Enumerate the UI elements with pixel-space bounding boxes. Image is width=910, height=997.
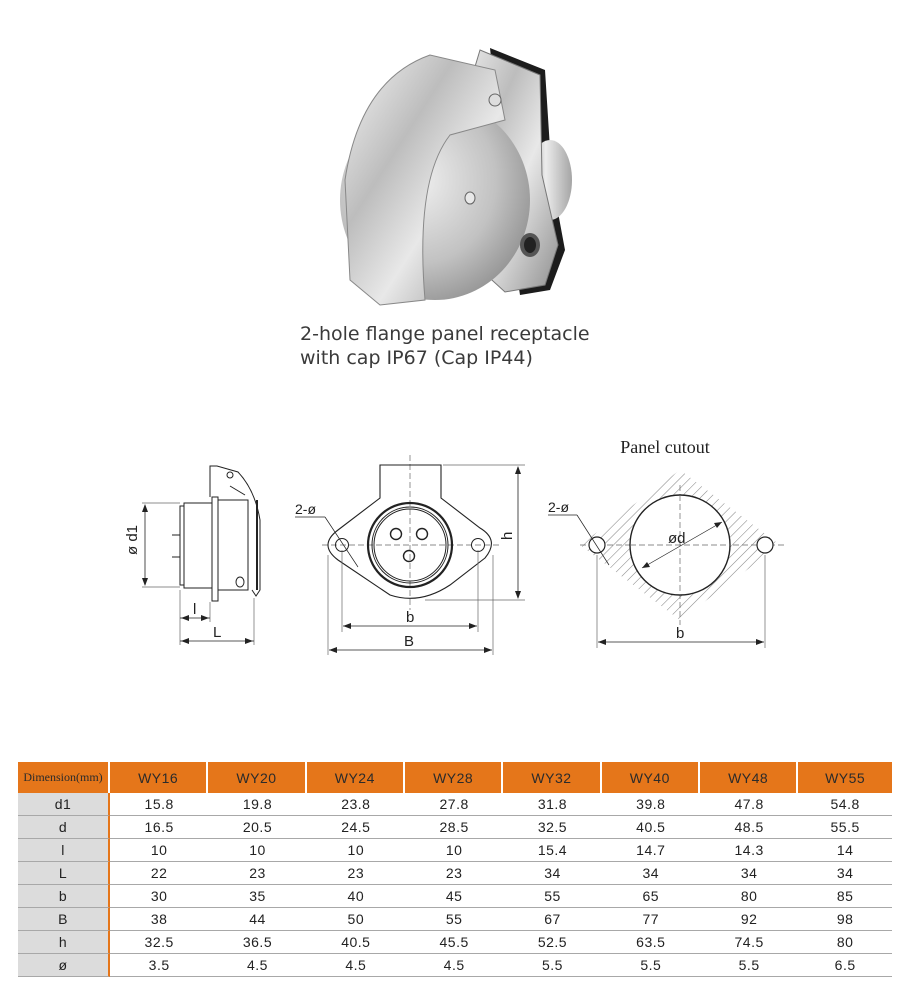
table-cell: 3.5 — [110, 954, 208, 977]
row-label: ø — [18, 954, 110, 977]
caption-line-2: with cap IP67 (Cap IP44) — [300, 347, 533, 369]
table-cell: 44 — [208, 908, 306, 931]
table-cell: 38 — [110, 908, 208, 931]
table-cell: 54.8 — [798, 793, 892, 816]
table-cell: 4.5 — [307, 954, 405, 977]
table-cell: 30 — [110, 885, 208, 908]
table-row — [18, 954, 892, 977]
row-label: d — [18, 816, 110, 839]
table-cell: 36.5 — [208, 931, 306, 954]
table-cell: 39.8 — [602, 793, 700, 816]
product-photo — [320, 30, 580, 310]
row-label: d1 — [18, 793, 110, 816]
header-model: WY24 — [307, 762, 405, 793]
table-cell: 15.4 — [503, 839, 601, 862]
table-cell: 92 — [700, 908, 798, 931]
table-cell: 10 — [307, 839, 405, 862]
table-cell: 55 — [503, 885, 601, 908]
table-cell: 34 — [503, 862, 601, 885]
table-cell: 50 — [307, 908, 405, 931]
table-cell: 98 — [798, 908, 892, 931]
table-cell: 22 — [110, 862, 208, 885]
table-cell: 5.5 — [503, 954, 601, 977]
panel-cutout-title: Panel cutout — [620, 437, 710, 457]
table-cell: 67 — [503, 908, 601, 931]
table-cell: 27.8 — [405, 793, 503, 816]
table-cell: 23 — [208, 862, 306, 885]
table-row — [18, 885, 892, 908]
table-cell: 34 — [700, 862, 798, 885]
table-cell: 80 — [798, 931, 892, 954]
table-cell: 4.5 — [405, 954, 503, 977]
cutout-label-holes: 2-ø — [548, 499, 569, 515]
table-header-row — [18, 762, 892, 793]
header-model: WY28 — [405, 762, 503, 793]
table-cell: 15.8 — [110, 793, 208, 816]
front-label-b: b — [406, 609, 415, 626]
header-dimension: Dimension(mm) — [18, 762, 110, 793]
table-cell: 40 — [307, 885, 405, 908]
table-cell: 40.5 — [602, 816, 700, 839]
header-model: WY32 — [503, 762, 601, 793]
row-label: h — [18, 931, 110, 954]
table-row — [18, 839, 892, 862]
table-cell: 10 — [110, 839, 208, 862]
table-cell: 32.5 — [110, 931, 208, 954]
table-cell: 45 — [405, 885, 503, 908]
side-label-L: L — [213, 624, 222, 641]
dimension-table — [18, 762, 892, 977]
panel-cutout-drawing — [540, 430, 800, 660]
table-cell: 85 — [798, 885, 892, 908]
table-row — [18, 793, 892, 816]
table-cell: 6.5 — [798, 954, 892, 977]
front-view-drawing — [280, 450, 540, 660]
table-cell: 23.8 — [307, 793, 405, 816]
row-label: L — [18, 862, 110, 885]
table-cell: 28.5 — [405, 816, 503, 839]
table-cell: 24.5 — [307, 816, 405, 839]
table-row — [18, 862, 892, 885]
front-label-holes: 2-ø — [295, 501, 316, 517]
table-cell: 47.8 — [700, 793, 798, 816]
caption-line-1: 2-hole flange panel receptacle — [300, 323, 590, 345]
side-label-d1: ø d1 — [124, 524, 141, 555]
table-cell: 40.5 — [307, 931, 405, 954]
cutout-label-d: ød — [668, 530, 686, 547]
table-row — [18, 931, 892, 954]
table-cell: 5.5 — [700, 954, 798, 977]
side-label-l: l — [193, 601, 197, 618]
table-row — [18, 816, 892, 839]
side-view-drawing — [120, 450, 280, 660]
table-cell: 31.8 — [503, 793, 601, 816]
table-cell: 14.7 — [602, 839, 700, 862]
table-cell: 14 — [798, 839, 892, 862]
table-cell: 45.5 — [405, 931, 503, 954]
header-model: WY40 — [602, 762, 700, 793]
table-cell: 4.5 — [208, 954, 306, 977]
front-label-h: h — [499, 531, 516, 540]
table-cell: 20.5 — [208, 816, 306, 839]
table-cell: 77 — [602, 908, 700, 931]
table-cell: 14.3 — [700, 839, 798, 862]
table-cell: 10 — [405, 839, 503, 862]
table-cell: 19.8 — [208, 793, 306, 816]
table-cell: 63.5 — [602, 931, 700, 954]
product-caption — [300, 322, 660, 370]
table-cell: 48.5 — [700, 816, 798, 839]
table-cell: 10 — [208, 839, 306, 862]
table-cell: 55 — [405, 908, 503, 931]
table-cell: 55.5 — [798, 816, 892, 839]
table-cell: 34 — [602, 862, 700, 885]
table-cell: 80 — [700, 885, 798, 908]
table-row — [18, 908, 892, 931]
header-model: WY20 — [208, 762, 306, 793]
table-cell: 32.5 — [503, 816, 601, 839]
table-cell: 52.5 — [503, 931, 601, 954]
table-cell: 35 — [208, 885, 306, 908]
table-cell: 65 — [602, 885, 700, 908]
header-model: WY55 — [798, 762, 892, 793]
row-label: b — [18, 885, 110, 908]
header-model: WY16 — [110, 762, 208, 793]
table-cell: 23 — [307, 862, 405, 885]
table-cell: 74.5 — [700, 931, 798, 954]
table-cell: 23 — [405, 862, 503, 885]
table-cell: 5.5 — [602, 954, 700, 977]
row-label: l — [18, 839, 110, 862]
header-model: WY48 — [700, 762, 798, 793]
table-cell: 34 — [798, 862, 892, 885]
table-cell: 16.5 — [110, 816, 208, 839]
cutout-label-b: b — [676, 625, 685, 642]
front-label-B: B — [404, 633, 415, 650]
row-label: B — [18, 908, 110, 931]
